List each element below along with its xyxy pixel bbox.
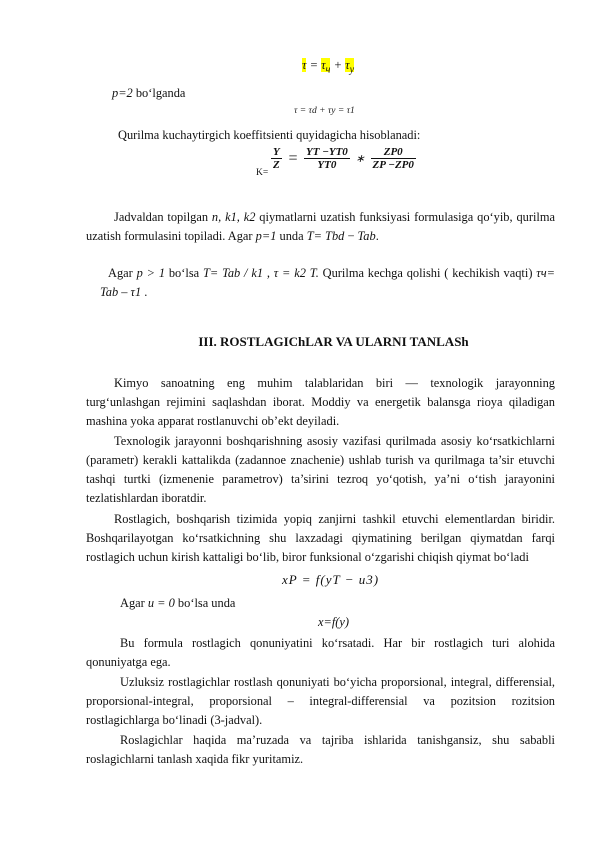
formula-top-plus: + [333, 58, 342, 72]
para-rostlagich: Rostlagich, boshqarish tizimida yopiq zanjirni tashkil etuvchi elementlardan biridir. Boshqarilayotgan ko‘rsatkichning shu laxzadagi qiymatining berilgan qiymatdan farqi rostlagich uchun kirish kattaligi bo‘lib, biror funksional o‘zgarishi chiqish qiymat bo‘ladi [86, 512, 555, 564]
line-u0: Agar u = 0 bo‘lsa unda [120, 596, 236, 610]
para-agar: Agar p > 1 bo‘lsa T= Tab / k1 , τ = k2 T. Qurilma kechga qolishi ( kechikish vaqti) τч= Tab – τ1 . [100, 266, 555, 299]
formula-top-t1: $\tau_ч$ [321, 58, 331, 76]
formula-xp: xP = f(yT − u3) [282, 572, 380, 587]
para-kimyo: Kimyo sanoatning eng muhim talablaridan biri — texnologik jarayonning turg‘unlashgan rejimini saqlashdan iborat. Moddiy va energetik balansga rioya qiladigan mashina yoka apparat rostlanuvchi ob’ekt deyiladi. [86, 376, 555, 428]
formula-top [302, 58, 354, 76]
formula-k [256, 146, 416, 178]
formula-k-label: K= [256, 168, 269, 179]
formula-k-eq: = [287, 149, 299, 167]
para-jadval: Jadvaldan topilgan n, k1, k2 qiymatlarni uzatish funksiyasi formulasiga qo‘yib, qurilma uzatish formulasini topiladi. Agar p=1 unda T= Tbd − Tab. [86, 210, 555, 243]
formula-top-t2: $\tau_у$ [345, 58, 355, 76]
formula-k-times: ∗ [355, 153, 365, 165]
formula-xfy: x=f(y) [318, 615, 350, 629]
formula-top-eq: = [309, 58, 319, 72]
formula-top-lhs: τ [302, 58, 307, 72]
para-texnologik: Texnologik jarayonni boshqarishning asosiy vazifasi qurilmada asosiy ko‘rsatkichlarni (parametr) kerakli kattalikda (zadannoe znachenie) ushlab turish va qurilmaga ta’sir etuvchi tashqi turtki (izmenenie parametrov) ta’sirini tezroq yo‘qotish, ya’ni o‘tish jarayonini tezlatishlardan iboratdir. [86, 434, 555, 505]
formula-k-frac2: $\frac{YT -YT0}{YT0}$ [306, 146, 348, 171]
line-p2-text: bo‘lganda [132, 86, 186, 100]
para-roslagichlar: Roslagichlar haqida ma’ruzada va tajriba ishlarida tanishgansiz, shu sababli roslagichlarni tanlash xaqida fikr yuritamiz. [86, 733, 555, 766]
line-p2 [112, 86, 185, 101]
para-kuchaytirgich: Qurilma kuchaytirgich koeffitsienti quyidagicha hisoblanadi: [118, 128, 421, 142]
formula-small: τ = τd + τy = τ1 [294, 106, 355, 116]
para-bu-formula: Bu formula rostlagich qonuniyatini ko‘rsatadi. Har bir rostlagich turi alohida qonuniyatga ega. [86, 636, 555, 669]
para-uzluksiz: Uzluksiz rostlagichlar rostlash qonuniyati bo‘yicha proporsional, integral, differensial, proporsional-integral, proporsional – integral-differensial va pozitsion rozitsion rostlagichlarga bo‘linadi (3-jadval). [86, 675, 555, 727]
formula-k-frac1: $\frac{Y}{Z}$ [272, 146, 280, 171]
formula-k-frac3: $\frac{ZP0}{ZP -ZP0}$ [372, 146, 414, 171]
line-p2-expr: p=2 [112, 86, 133, 100]
section-heading: III. ROSTLAGIChLAR VA ULARNI TANLASh [198, 334, 469, 349]
